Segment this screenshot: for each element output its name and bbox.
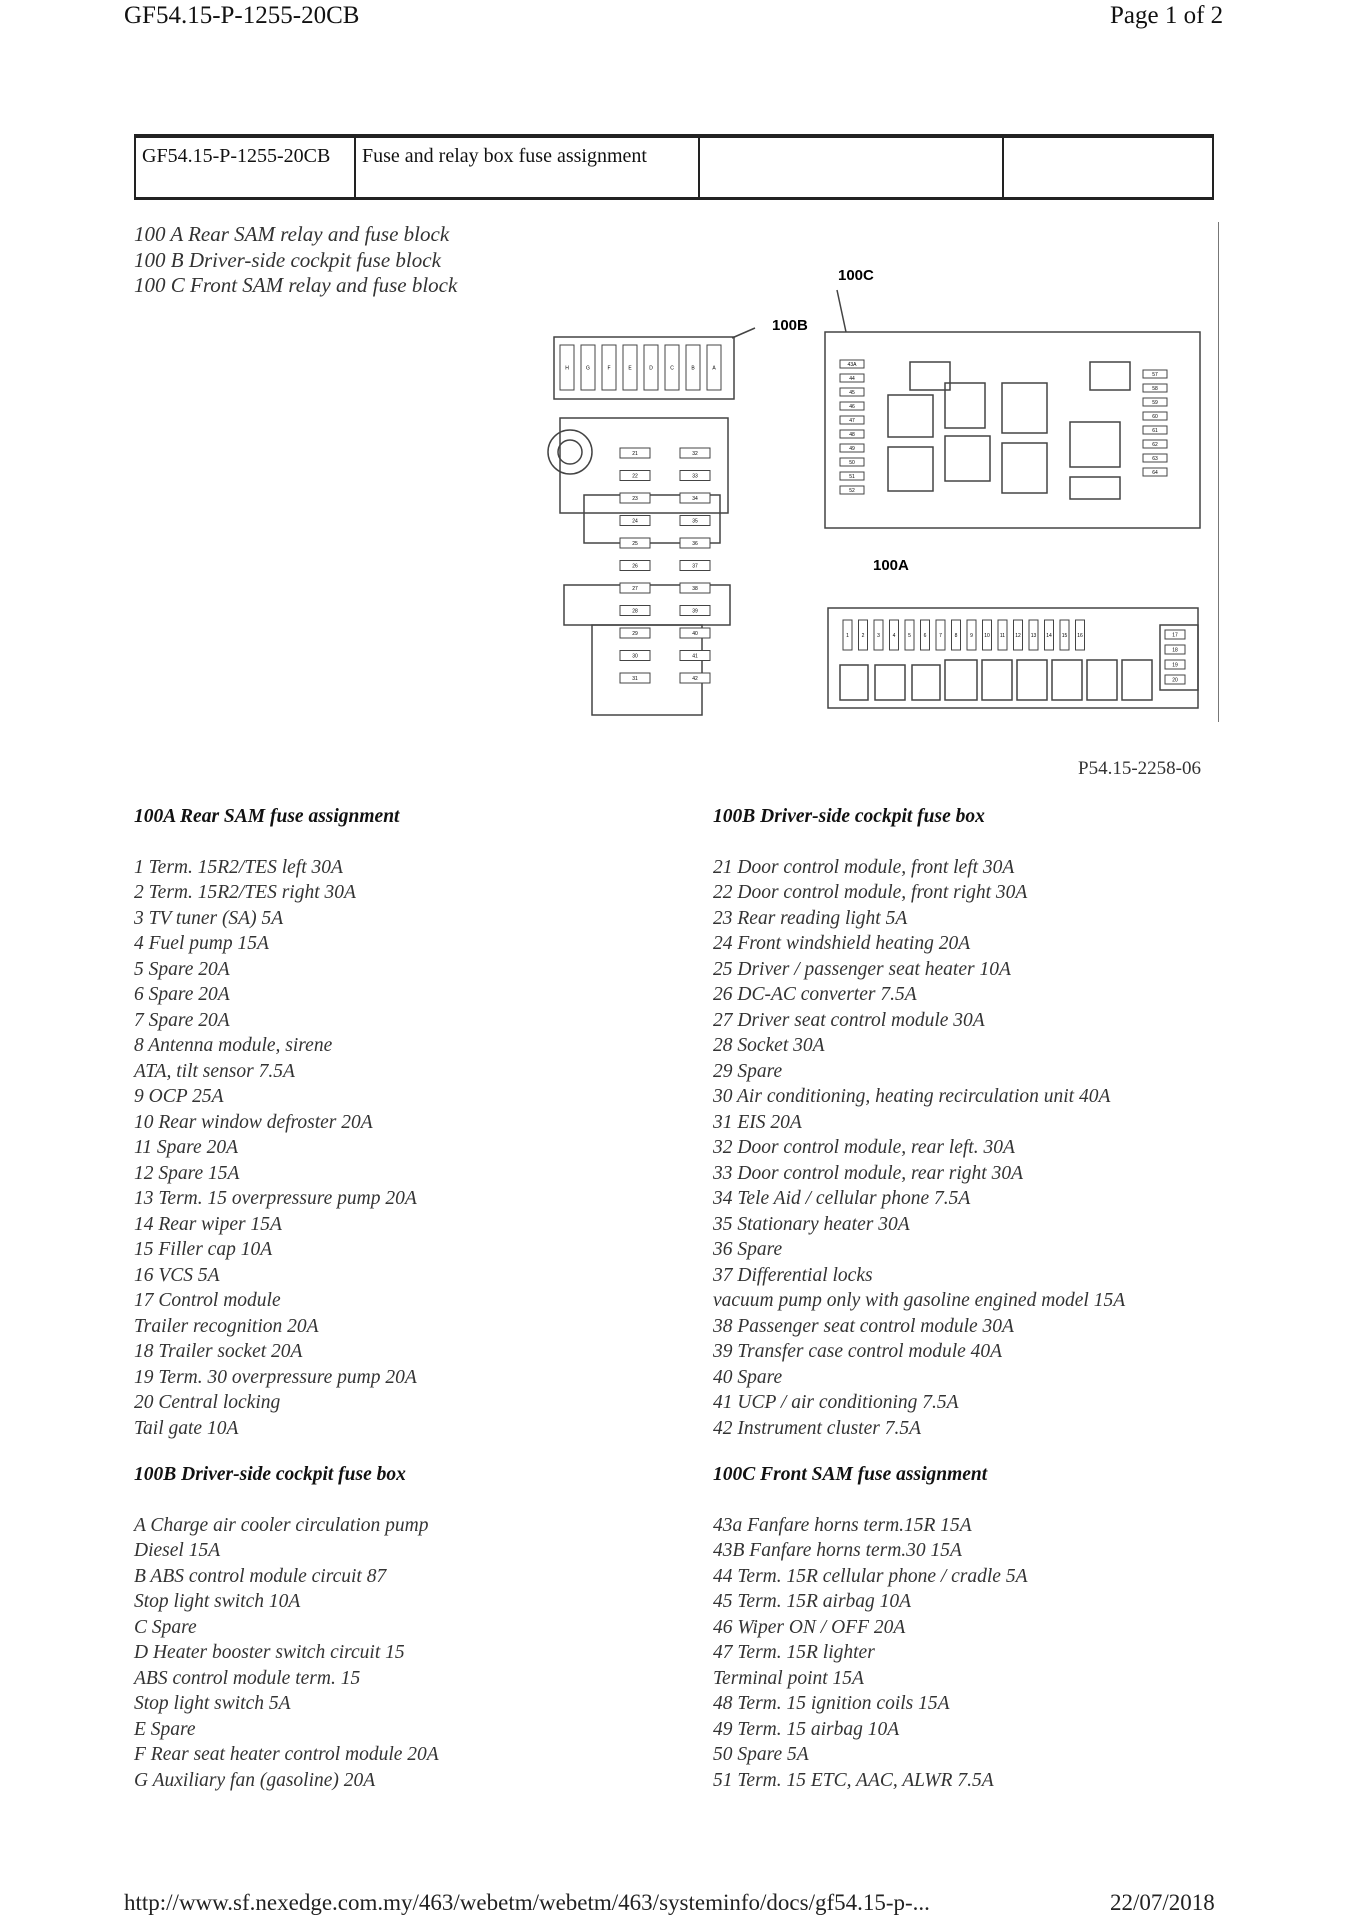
fuse-label: 7 — [939, 633, 942, 639]
print-date: 22/07/2018 — [1110, 1890, 1215, 1915]
fuse-assignment-item: 26 DC-AC converter 7.5A — [713, 984, 917, 1005]
fuse-label: 42 — [692, 676, 698, 682]
fuse-label: F — [607, 365, 611, 372]
fuse-label: 9 — [970, 633, 973, 639]
fuse-assignment-item: 44 Term. 15R cellular phone / cradle 5A — [713, 1565, 1028, 1587]
fuse-label: 62 — [1152, 442, 1158, 448]
fuse-label: 46 — [849, 404, 855, 410]
fuse-assignment-item: 36 Spare — [713, 1239, 783, 1260]
fuse-label: 41 — [692, 653, 698, 660]
meta-title-cell: Fuse and relay box fuse assignment — [355, 136, 699, 199]
fuse-label: 32 — [692, 451, 698, 457]
fuse-label: 33 — [692, 473, 698, 480]
fuse-assignment-item: 46 Wiper ON / OFF 20A — [713, 1616, 906, 1638]
fuse-assignment-item: 10 Rear window defroster 20A — [134, 1111, 373, 1133]
fuse-assignment-item: 40 Spare — [713, 1366, 783, 1388]
fuse-label: 59 — [1152, 400, 1158, 406]
fuse-label: B — [691, 365, 695, 372]
fuse-assignment-item: 47 Term. 15R lighter — [713, 1642, 875, 1663]
label-100a: 100A — [873, 557, 909, 574]
fuse-label: 28 — [632, 608, 638, 615]
fuse-assignment-item: 12 Spare 15A — [134, 1162, 240, 1184]
fuse-assignment-item: 8 Antenna module, sirene — [134, 1035, 333, 1056]
fuse-assignment-item: A Charge air cooler circulation pump — [134, 1514, 429, 1536]
fuse-assignment-item: 38 Passenger seat control module 30A — [713, 1315, 1014, 1337]
fuse-label: 58 — [1152, 386, 1158, 392]
fuse-label: D — [649, 365, 653, 372]
section-title: 100B Driver-side cockpit fuse box — [134, 1464, 406, 1485]
fuse-assignment-item: 42 Instrument cluster 7.5A — [713, 1417, 921, 1439]
fuse-label: 21 — [632, 451, 638, 457]
fuse-label: 50 — [849, 460, 855, 466]
fuse-label: 38 — [692, 586, 698, 592]
fuse-label: 25 — [632, 541, 638, 547]
fuse-assignment-item: C Spare — [134, 1616, 197, 1638]
fuse-label: 61 — [1152, 428, 1158, 434]
section-title: 100B Driver-side cockpit fuse box — [713, 806, 985, 827]
fuse-label: 8 — [954, 633, 958, 639]
fuse-assignment-item: vacuum pump only with gasoline engined model 15A — [713, 1290, 1126, 1311]
fuse-assignment-item: Stop light switch 5A — [134, 1693, 291, 1714]
fuse-assignment-item: 7 Spare 20A — [134, 1009, 230, 1031]
fuse-label: 31 — [632, 676, 638, 682]
fuse-assignment-item: 4 Fuel pump 15A — [134, 933, 269, 954]
section-100a-rear-sam — [134, 804, 417, 1441]
fuse-label: 6 — [923, 633, 927, 639]
fuse-assignment-item: 24 Front windshield heating 20A — [713, 933, 971, 954]
fuse-label: A — [712, 365, 716, 372]
fuse-assignment-item: 5 Spare 20A — [134, 958, 230, 980]
fuse-label: 35 — [692, 518, 698, 525]
fuse-assignment-item: E Spare — [134, 1718, 196, 1740]
fuse-assignment-item: 11 Spare 20A — [134, 1137, 238, 1158]
fuse-label: 29 — [632, 631, 638, 637]
fuse-assignment-item: 50 Spare 5A — [713, 1744, 809, 1765]
fuse-assignment-item: 3 TV tuner (SA) 5A — [134, 907, 284, 929]
fuse-label: 43A — [847, 362, 857, 368]
component-legend — [134, 222, 504, 299]
fuse-assignment-item: 34 Tele Aid / cellular phone 7.5A — [713, 1188, 971, 1209]
fuse-assignment-item: 22 Door control module, front right 30A — [713, 882, 1028, 903]
fuse-label: 30 — [632, 653, 638, 660]
fuse-assignment-item: ABS control module term. 15 — [134, 1667, 361, 1689]
fuse-assignment-item: B ABS control module circuit 87 — [134, 1565, 387, 1587]
fuse-assignment-item: G Auxiliary fan (gasoline) 20A — [134, 1769, 376, 1791]
fuse-assignment-item: 30 Air conditioning, heating recirculation unit 40A — [713, 1086, 1111, 1107]
document-meta-table — [134, 134, 1214, 200]
fuse-assignment-item: 29 Spare — [713, 1060, 783, 1082]
fuse-assignment-item: 14 Rear wiper 15A — [134, 1213, 282, 1235]
fuse-label: H — [565, 365, 569, 372]
source-url: http://www.sf.nexedge.com.my/463/webetm/webetm/463/systeminfo/docs/gf54.15-p-... — [124, 1890, 930, 1915]
fuse-label: 48 — [849, 432, 855, 438]
page-number: Page 1 of 2 — [1110, 2, 1224, 29]
fuse-label: 44 — [849, 376, 855, 382]
fuse-assignment-item: Diesel 15A — [134, 1540, 221, 1561]
fuse-label: 64 — [1152, 470, 1158, 476]
section-100b-cockpit-letters — [134, 1462, 439, 1793]
figure-id: P54.15-2258-06 — [1078, 758, 1201, 779]
fuse-assignment-item: 13 Term. 15 overpressure pump 20A — [134, 1188, 417, 1209]
fuse-assignment-item: 51 Term. 15 ETC, AAC, ALWR 7.5A — [713, 1769, 994, 1791]
fuse-assignment-item: 41 UCP / air conditioning 7.5A — [713, 1392, 959, 1413]
fuse-label: 16 — [1077, 633, 1083, 639]
fuse-label: 51 — [849, 474, 855, 480]
fuse-assignment-item: 21 Door control module, front left 30A — [713, 856, 1015, 878]
fuse-assignment-item: 28 Socket 30A — [713, 1035, 825, 1056]
fuse-assignment-item: 31 EIS 20A — [713, 1111, 802, 1133]
fuse-label: 11 — [999, 633, 1006, 639]
fuse-assignment-item: 1 Term. 15R2/TES left 30A — [134, 856, 343, 878]
fuse-label: 39 — [692, 608, 698, 615]
fuse-label: 36 — [692, 541, 698, 547]
fuse-assignment-item: 20 Central locking — [134, 1392, 281, 1413]
fuse-label: 17 — [1172, 632, 1178, 639]
fuse-label: 15 — [1061, 633, 1068, 639]
fuse-assignment-item: 43B Fanfare horns term.30 15A — [713, 1540, 962, 1561]
fuse-label: C — [670, 365, 674, 372]
fuse-assignment-item: Stop light switch 10A — [134, 1591, 301, 1612]
fuse-assignment-item: 15 Filler cap 10A — [134, 1239, 273, 1260]
fuse-label: 34 — [692, 496, 698, 502]
fuse-label: 19 — [1172, 662, 1178, 669]
section-title: 100A Rear SAM fuse assignment — [134, 806, 400, 827]
fuse-assignment-item: 35 Stationary heater 30A — [713, 1213, 910, 1235]
fuse-assignment-item: F Rear seat heater control module 20A — [134, 1744, 439, 1765]
fuse-assignment-item: 37 Differential locks — [713, 1264, 873, 1286]
fuse-label: 49 — [849, 446, 855, 452]
fuse-label: 3 — [877, 633, 880, 639]
fuse-label: 40 — [692, 631, 698, 637]
fuse-assignment-item: 9 OCP 25A — [134, 1086, 224, 1107]
legend-item: 100 B Driver-side cockpit fuse block — [134, 247, 441, 272]
fuse-box-diagram — [540, 240, 1220, 730]
fuse-label: 26 — [632, 563, 638, 570]
fuse-assignment-item: 17 Control module — [134, 1290, 281, 1311]
fuse-label: 12 — [1015, 633, 1021, 639]
fuse-assignment-item: Terminal point 15A — [713, 1667, 864, 1689]
fuse-assignment-item: 45 Term. 15R airbag 10A — [713, 1591, 912, 1612]
fuse-label: 14 — [1046, 633, 1052, 639]
fuse-assignment-item: 25 Driver / passenger seat heater 10A — [713, 958, 1011, 980]
fuse-assignment-item: 18 Trailer socket 20A — [134, 1341, 303, 1362]
meta-id-cell: GF54.15-P-1255-20CB — [135, 136, 355, 199]
fuse-label: 22 — [632, 473, 638, 480]
fuse-assignment-item: 33 Door control module, rear right 30A — [713, 1162, 1024, 1184]
fuse-assignment-item: Trailer recognition 20A — [134, 1315, 319, 1337]
section-title: 100C Front SAM fuse assignment — [713, 1464, 988, 1485]
label-100c: 100C — [838, 267, 874, 284]
fuse-label: 1 — [846, 633, 849, 639]
fuse-assignment-item: 48 Term. 15 ignition coils 15A — [713, 1693, 950, 1714]
fuse-label: 57 — [1152, 372, 1158, 378]
fuse-assignment-item: 16 VCS 5A — [134, 1264, 220, 1286]
fuse-label: 5 — [908, 633, 911, 639]
fuse-assignment-item: 39 Transfer case control module 40A — [713, 1341, 1003, 1362]
document-id-header: GF54.15-P-1255-20CB — [124, 2, 360, 29]
fuse-assignment-item: ATA, tilt sensor 7.5A — [134, 1060, 295, 1082]
fuse-assignment-item: 27 Driver seat control module 30A — [713, 1009, 985, 1031]
fuse-label: 60 — [1152, 414, 1158, 420]
section-100c-front-sam — [713, 1462, 1028, 1793]
fuse-assignment-item: 19 Term. 30 overpressure pump 20A — [134, 1366, 417, 1388]
meta-empty-cell — [699, 136, 1003, 199]
fuse-label: 27 — [632, 586, 638, 592]
fuse-label: 63 — [1152, 456, 1158, 462]
fuse-assignment-item: 23 Rear reading light 5A — [713, 907, 908, 929]
fuse-assignment-item: 2 Term. 15R2/TES right 30A — [134, 882, 356, 903]
fuse-label: 18 — [1172, 647, 1178, 654]
fuse-label: G — [586, 365, 590, 372]
fuse-label: 23 — [632, 496, 638, 502]
fuse-label: 52 — [849, 488, 855, 494]
fuse-assignment-item: 6 Spare 20A — [134, 984, 230, 1005]
fuse-assignment-item: 32 Door control module, rear left. 30A — [713, 1137, 1015, 1158]
meta-empty-cell — [1003, 136, 1213, 199]
fuse-label: 45 — [849, 390, 855, 396]
legend-item: 100 A Rear SAM relay and fuse block — [134, 222, 450, 246]
fuse-assignment-item: 49 Term. 15 airbag 10A — [713, 1718, 900, 1740]
fuse-label: E — [628, 365, 632, 372]
fuse-label: 37 — [692, 563, 698, 570]
fuse-label: 10 — [984, 633, 990, 639]
fuse-assignment-item: D Heater booster switch circuit 15 — [134, 1642, 405, 1663]
fuse-assignment-item: Tail gate 10A — [134, 1417, 239, 1439]
section-100b-cockpit — [713, 804, 1125, 1441]
fuse-label: 2 — [861, 633, 865, 639]
fuse-assignment-item: 43a Fanfare horns term.15R 15A — [713, 1514, 972, 1536]
fuse-label: 13 — [1030, 633, 1037, 639]
label-100b: 100B — [772, 317, 808, 334]
fuse-label: 47 — [849, 418, 855, 424]
fuse-label: 24 — [632, 518, 638, 525]
fuse-label: 20 — [1172, 677, 1178, 684]
fuse-label: 4 — [892, 633, 896, 639]
legend-item: 100 C Front SAM relay and fuse block — [134, 273, 458, 298]
